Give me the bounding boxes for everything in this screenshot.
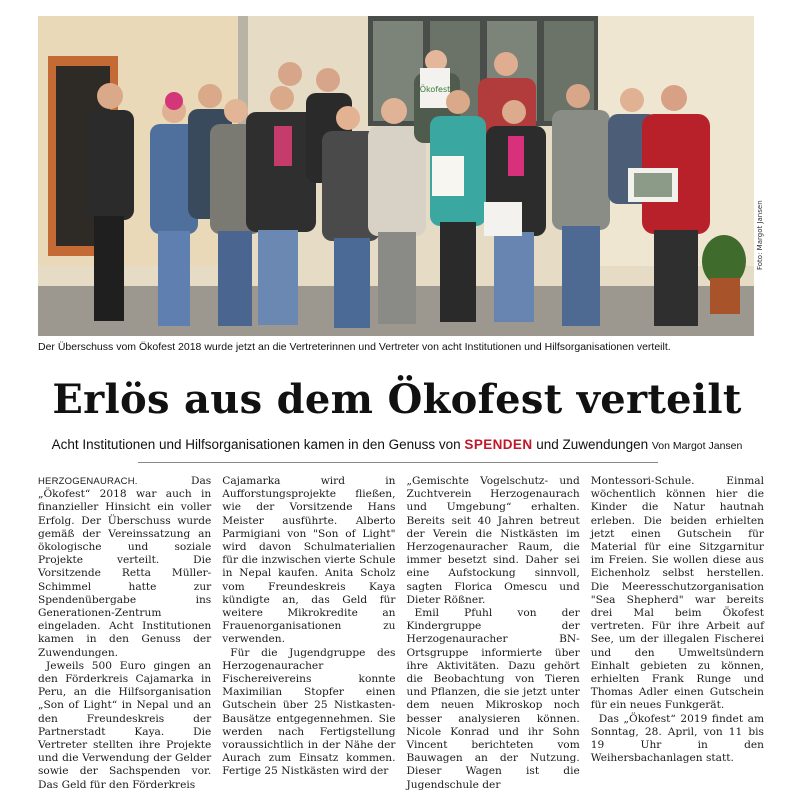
- subline-accent: SPENDEN: [464, 437, 533, 452]
- article-author: Von Margot Jansen: [651, 440, 743, 452]
- okofest-sign-text: Ökofest: [419, 85, 451, 94]
- paragraph: Emil Pfuhl von der Kindergruppe der Herzogenauracher BN-Ortsgruppe informierte über ihre Aktivitäten. Dazu gehört die Beobachtung von Tieren und Pflanzen, die sie jetzt unter dem neuen Mikroskop noch besser analysieren können. Nicole Konrad und ihr Sohn Vincent berichteten vom Bauwagen an der Nutzung. Dieser Wagen ist die Jugendschule der: [406, 607, 580, 791]
- group-photo-illustration: [38, 16, 754, 336]
- article-headline: Erlös aus dem Ökofest verteilt: [52, 376, 742, 423]
- paragraph: Für die Jugendgruppe des Herzogenauracher Fischereivereins konnte Maximilian Stopfer einen Gutschein über 25 Nistkasten-Bausätze entgegennehmen. Sie werden nach Fertigstellung voraussichtlich in der Nähe der Aurach zum Einsatz kommen. Fertige 25 Nistkästen wird der: [222, 646, 396, 778]
- article-column-4: [590, 475, 764, 765]
- paragraph: Jeweils 500 Euro gingen an den Förderkreis Cajamarka in Peru, an die Hilfsorganisation „Son of Light“ in Nepal und an den Freundeskreis der Partnerstadt Kaya. Die Vertreter stellten ihre Projekte und die Verwendung der Gelder sowie der Sachspenden vor. Das Geld für den Förderkreis: [38, 659, 212, 791]
- paragraph: Cajamarka wird in Aufforstungsprojekte fließen, wie der Vorsitzende Hans Meister ausführte. Alberto Parmigiani von "Son of Light" wird davon Schulmaterialien für die inzwischen vierte Schule in Nepal kaufen. Anita Scholz vom Freundeskreis Kaya kündigte an, das Geld für weitere Mikrokredite an Frauenorganisationen zu verwenden.: [222, 475, 396, 646]
- group-photo: [38, 16, 754, 336]
- article-column-3: [406, 475, 580, 791]
- subline-text-end: und Zuwendungen: [532, 437, 652, 452]
- divider: [138, 462, 658, 463]
- paragraph: „Gemischte Vogelschutz- und Zuchtverein Herzogenaurach und Umgebung“ erhalten. Bereits seit 40 Jahren betreut der Verein die Nistkästen im Herzogenauracher Raum, die immer besetzt sind. Daher sei eine Aufstockung sinnvoll, sagten Florica Omescu und Dieter Rößner.: [406, 475, 580, 606]
- article-body: [38, 475, 764, 791]
- paragraph: [38, 475, 211, 660]
- paragraph-text: Das „Ökofest“ 2018 war auch in finanzieller Hinsicht ein voller Erfolg. Der Überschuss wurde gemäß der Vereinssatzung an ökologische und soziale Projekte verteilt. Die Vorsitzende Retta Müller-Schimmel hatte zur Spendenübergabe ins Generationen-Zentrum eingeladen. Acht Institutionen kamen in den Genuss der Zuwendungen.: [38, 475, 212, 659]
- article-column-1: [38, 475, 212, 791]
- paragraph: Das „Ökofest“ 2019 findet am Sonntag, 28. April, von 11 bis 19 Uhr in den Weihersbachanlagen statt.: [590, 712, 764, 765]
- photo-credit: Foto: Margot Jansen: [756, 200, 764, 270]
- article-column-2: [222, 475, 396, 778]
- article-subline: [0, 436, 794, 455]
- photo-caption: Der Überschuss vom Ökofest 2018 wurde jetzt an die Vertreterinnen und Vertreter von acht Institutionen und Hilfsorganisationen verteilt.: [38, 341, 671, 353]
- dateline: HERZOGENAURACH.: [38, 476, 138, 487]
- subline-text: Acht Institutionen und Hilfsorganisationen kamen in den Genuss von: [51, 437, 465, 452]
- paragraph: Montessori-Schule. Einmal wöchentlich können hier die Kinder die Natur hautnah erleben. Die beiden erhielten jetzt einen Gutschein für Material für eine Sitzgarnitur im Freien. Sie wollen diese aus Eichenholz selbst herstellen. Die Meeresschutzorganisation "Sea Shepherd" war bereits drei Mal beim Ökofest vertreten. Für ihre Arbeit auf See, um der illegalen Fischerei und den Umweltsündern Einhalt gebieten zu können, erhielten Frank Runge und Thomas Adler einen Gutschein für ein neues Funkgerät.: [590, 475, 764, 712]
